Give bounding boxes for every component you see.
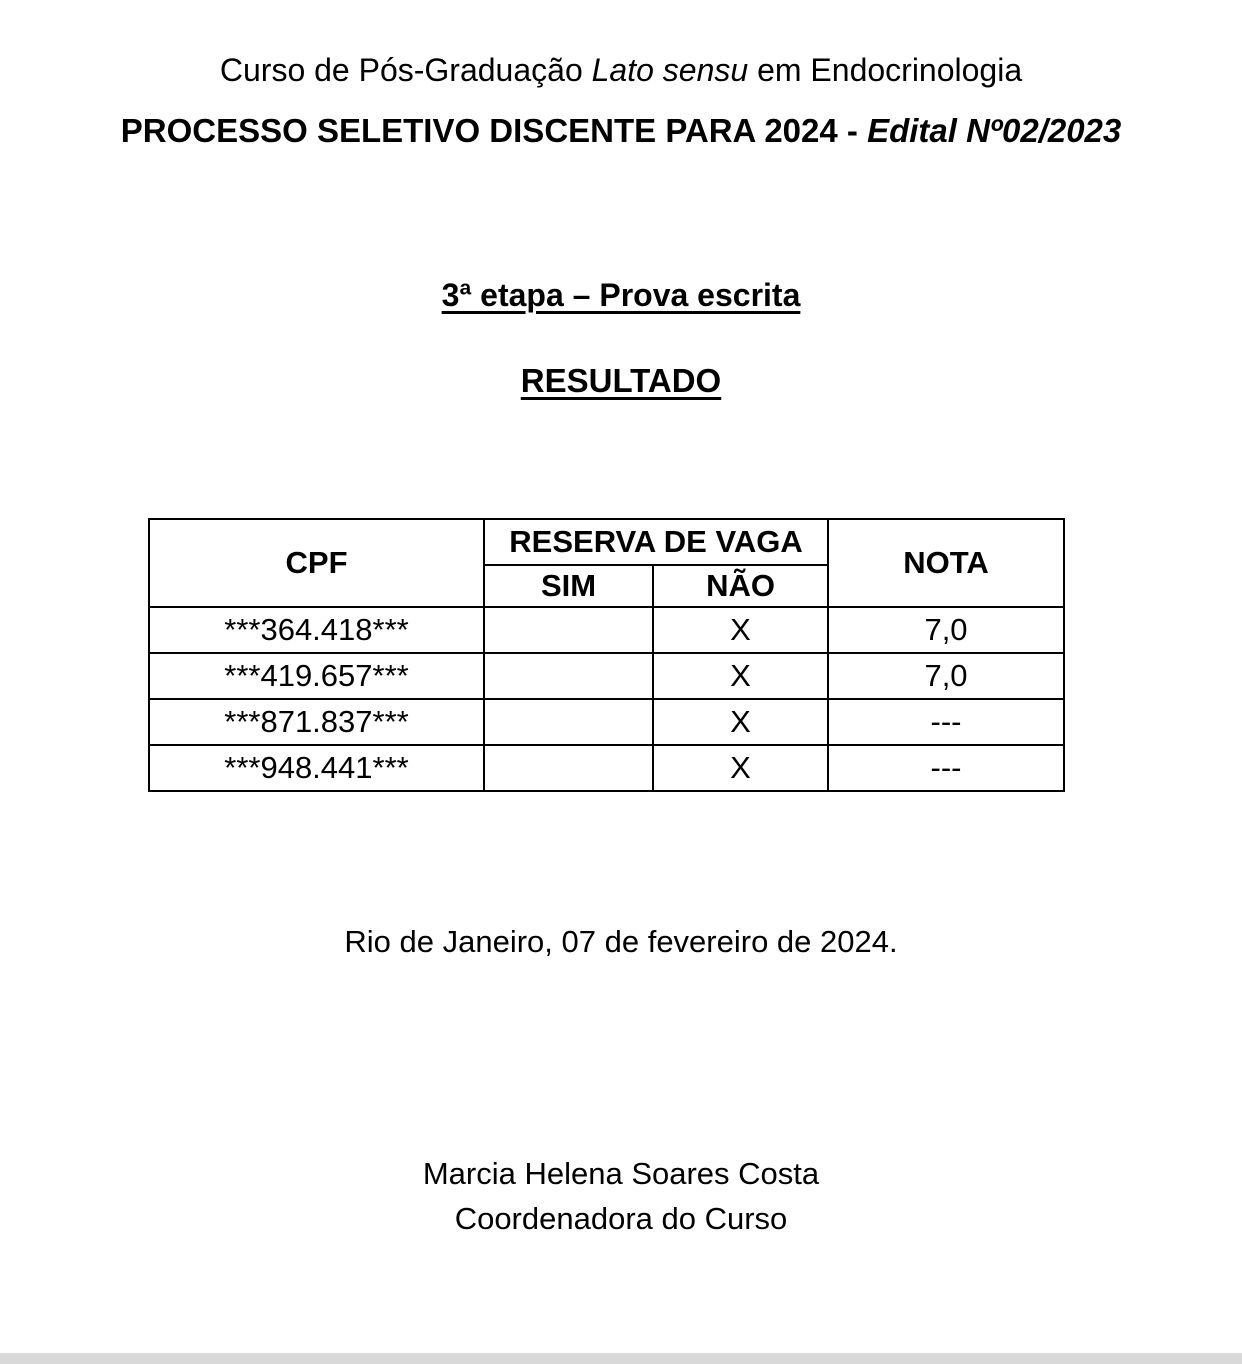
nota-cell: 7,0 <box>828 607 1064 653</box>
course-title-prefix: Curso de Pós-Graduação <box>219 52 592 88</box>
cpf-cell: ***871.837*** <box>149 699 484 745</box>
cpf-cell: ***419.657*** <box>149 653 484 699</box>
sim-cell <box>484 653 653 699</box>
table-row <box>149 607 1064 653</box>
col-header-reserva-de-vaga: RESERVA DE VAGA <box>484 519 828 565</box>
table-row <box>149 653 1064 699</box>
signature-name: Marcia Helena Soares Costa <box>422 1156 820 1192</box>
sim-cell <box>484 699 653 745</box>
nota-cell: --- <box>828 699 1064 745</box>
col-header-nota: NOTA <box>828 519 1064 607</box>
nota-cell: 7,0 <box>828 653 1064 699</box>
nao-cell: X <box>653 699 828 745</box>
result-heading-text: RESULTADO <box>520 362 722 400</box>
table-row <box>149 699 1064 745</box>
course-title-italic: Lato sensu <box>591 52 749 88</box>
signature-block <box>0 1152 1242 1242</box>
cpf-cell: ***948.441*** <box>149 745 484 791</box>
col-header-cpf: CPF <box>149 519 484 607</box>
process-title-main: PROCESSO SELETIVO DISCENTE PARA 2024 - <box>120 112 868 149</box>
col-header-nao: NÃO <box>653 565 828 607</box>
results-table <box>148 518 1065 792</box>
nao-cell: X <box>653 653 828 699</box>
course-title <box>0 0 1242 90</box>
table-row <box>149 745 1064 791</box>
page-bottom-edge <box>0 1353 1242 1364</box>
process-title <box>0 110 1242 151</box>
sim-cell <box>484 607 653 653</box>
signature-role: Coordenadora do Curso <box>454 1201 788 1237</box>
stage-heading-text: 3ª etapa – Prova escrita <box>441 277 801 314</box>
sim-cell <box>484 745 653 791</box>
stage-heading <box>0 277 1242 314</box>
process-title-edital: Edital Nº02/2023 <box>867 112 1122 149</box>
nao-cell: X <box>653 745 828 791</box>
date-line: Rio de Janeiro, 07 de fevereiro de 2024. <box>344 924 898 960</box>
nao-cell: X <box>653 607 828 653</box>
course-title-suffix: em Endocrinologia <box>748 52 1023 88</box>
nota-cell: --- <box>828 745 1064 791</box>
col-header-sim: SIM <box>484 565 653 607</box>
cpf-cell: ***364.418*** <box>149 607 484 653</box>
table-header-row-1 <box>149 519 1064 565</box>
result-heading <box>0 362 1242 400</box>
